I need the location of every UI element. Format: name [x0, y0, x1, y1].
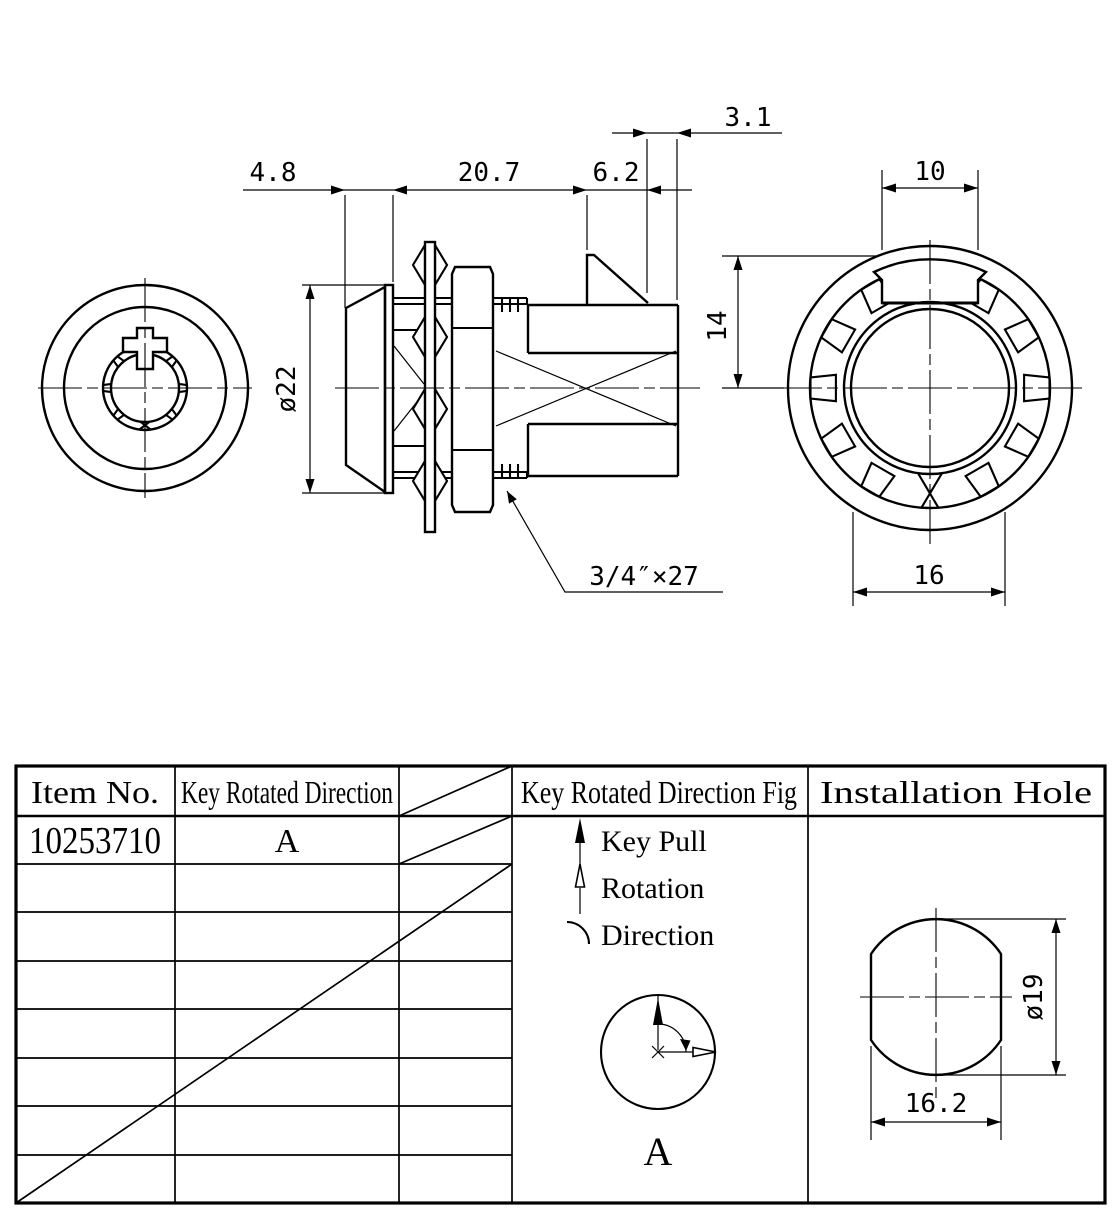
dim-14-label: 14	[703, 310, 733, 342]
dim-62-label: 6.2	[592, 158, 640, 188]
front-centerlines	[38, 278, 252, 498]
installation-hole-centerlines	[860, 908, 1012, 1098]
dim-dia19-label: ø19	[1019, 973, 1049, 1021]
cell-key-rotated-direction: A	[274, 823, 300, 860]
header-installation-hole: Installation Hole	[820, 774, 1092, 810]
dim-31	[612, 103, 782, 138]
fig-legend	[567, 818, 714, 952]
dim-207-label: 20.7	[457, 158, 521, 188]
front-view	[38, 278, 252, 498]
header-key-rotated-direction-fig: Key Rotated Direction Fig	[521, 774, 797, 810]
dim-16	[853, 512, 1005, 606]
table-verticals	[175, 766, 808, 1203]
thread-label: 3/4″×27	[589, 562, 699, 592]
rear-view	[703, 157, 1082, 606]
legend-key-pull: Key Pull	[601, 825, 707, 858]
dim-dia22	[272, 285, 388, 493]
dim-dia22-label: ø22	[272, 365, 302, 413]
dim-162-label: 16.2	[904, 1089, 968, 1119]
side-view	[243, 103, 782, 592]
direction-arc-icon	[567, 922, 589, 944]
header-key-rotated-direction: Key Rotated Direction	[181, 774, 393, 810]
spec-table	[16, 766, 1105, 1203]
table-row-lines	[16, 864, 512, 1155]
rotation-direction-head	[693, 1048, 716, 1057]
header-item-no: Item No.	[31, 774, 159, 810]
dim-31-label: 3.1	[724, 103, 772, 133]
key-pull-arrow-head	[575, 818, 585, 843]
thread-callout	[507, 491, 723, 592]
flat-washer	[425, 242, 435, 532]
figure-label-a: A	[643, 1129, 673, 1174]
table-row	[29, 820, 300, 862]
rotation-figure	[601, 995, 716, 1174]
dim-16-label: 16	[913, 561, 945, 591]
rotation-arrow-head	[576, 864, 585, 887]
dim-10-label: 10	[914, 157, 946, 187]
cell-item-no: 10253710	[29, 820, 161, 862]
dim-48-label: 4.8	[249, 158, 297, 188]
legend-rotation: Rotation	[601, 872, 705, 905]
lock-head	[346, 287, 385, 492]
turn-arc-head	[680, 1039, 691, 1051]
key-pull-direction-head	[653, 998, 663, 1025]
table-border	[16, 766, 1105, 1203]
hex-nut	[452, 267, 493, 512]
dim-10	[882, 157, 978, 250]
side-tab	[587, 255, 648, 305]
rear-body	[528, 305, 678, 476]
legend-direction: Direction	[601, 919, 715, 952]
installation-hole-figure	[860, 908, 1066, 1140]
